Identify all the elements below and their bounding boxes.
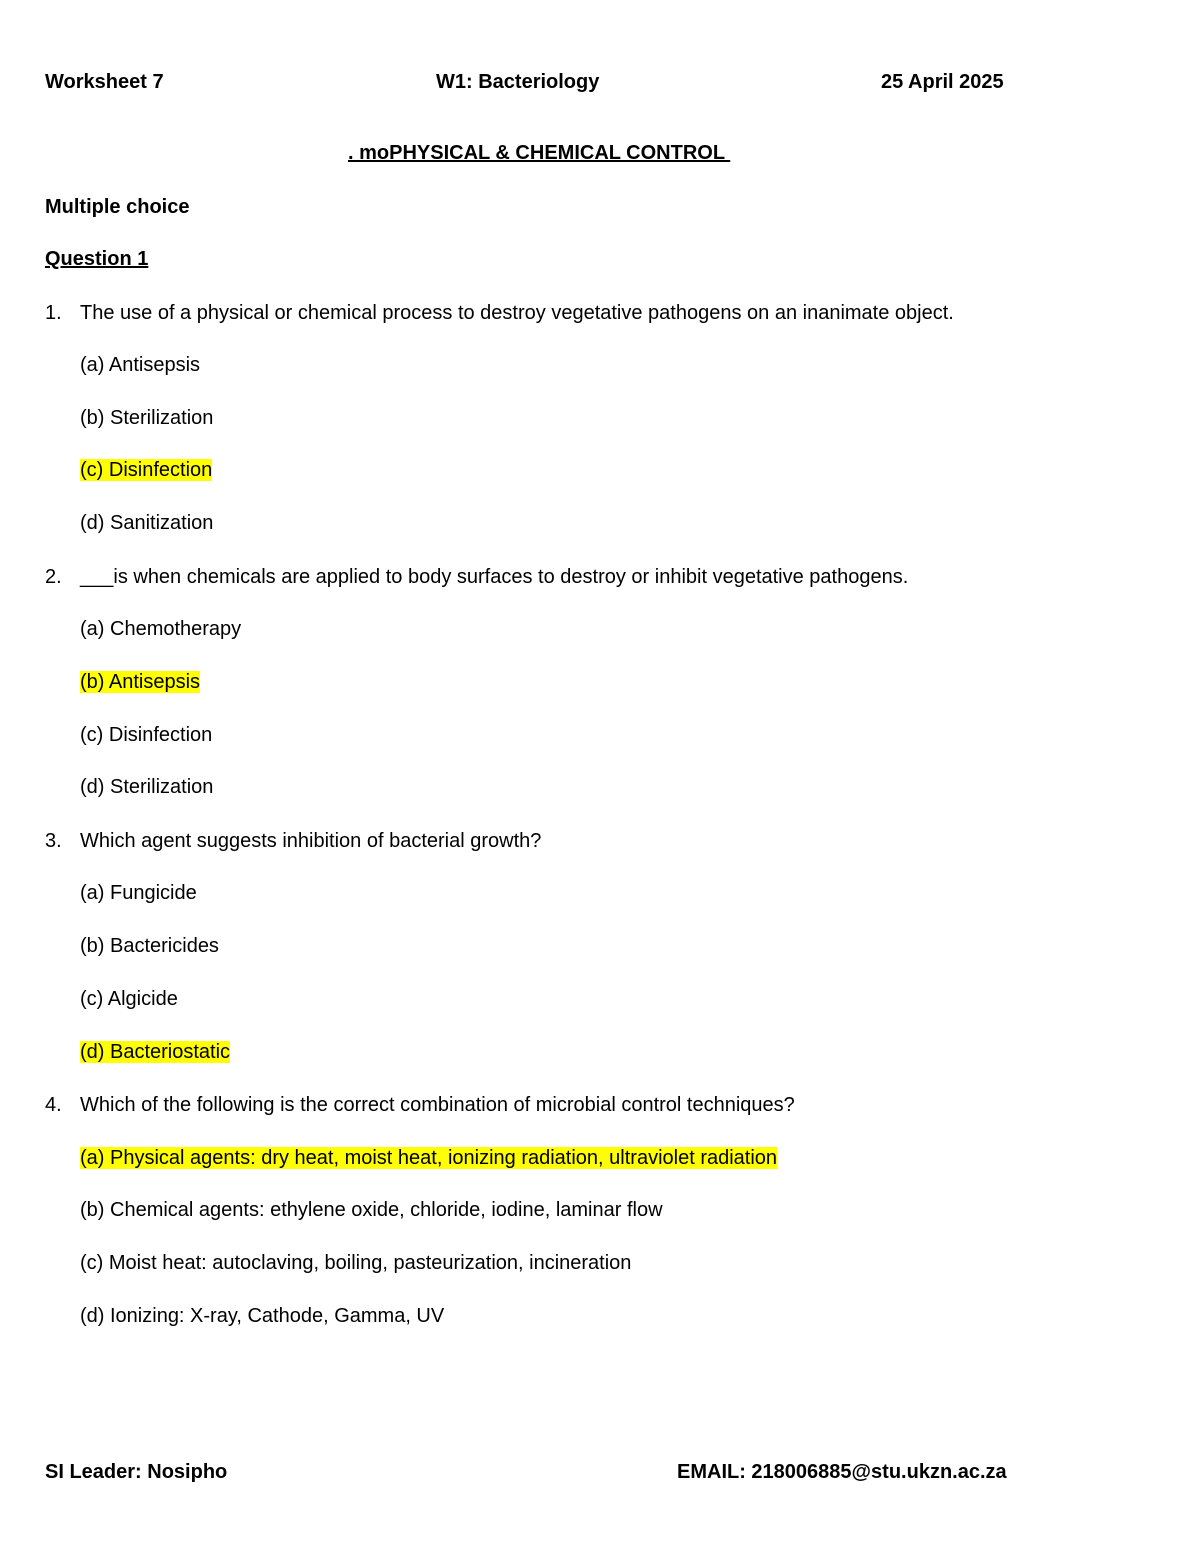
option-text: (d) Sterilization [80,776,214,798]
answer-option [80,988,178,1011]
question-text: The use of a physical or chemical process to destroy vegetative pathogens on an inanimate object. [80,302,954,324]
option-text: (c) Moist heat: autoclaving, boiling, pasteurization, incineration [80,1252,632,1274]
answer-option [80,1199,663,1222]
option-text: (b) Sterilization [80,407,214,429]
question-number: 2. [45,566,62,588]
answer-option-highlighted [80,671,200,694]
answer-option [80,512,213,535]
answer-option-highlighted [80,1041,230,1064]
footer-email: EMAIL: 218006885@stu.ukzn.ac.za [677,1461,1007,1483]
option-text: (b) Chemical agents: ethylene oxide, chloride, iodine, laminar flow [80,1199,663,1221]
question-text: Which of the following is the correct combination of microbial control techniques? [80,1094,795,1116]
answer-option-highlighted [80,459,212,482]
option-text: (c) Algicide [80,988,178,1010]
option-text: (c) Disinfection [80,459,213,481]
answer-option [80,354,200,377]
option-text: (d) Bacteriostatic [80,1041,231,1063]
option-text: (c) Disinfection [80,724,213,746]
answer-option [80,407,213,430]
answer-option [80,618,241,641]
question-group-label: Question 1 [45,248,149,270]
question-text: Which agent suggests inhibition of bacterial growth? [80,830,542,852]
answer-option [80,724,212,747]
option-text: (b) Antisepsis [80,671,201,693]
answer-option [80,1252,631,1275]
option-text: (a) Antisepsis [80,354,201,376]
answer-option [80,882,197,905]
question-text: ___is when chemicals are applied to body surfaces to destroy or inhibit vegetative pathogens. [80,566,909,588]
question-number: 1. [45,302,62,324]
section-label: Multiple choice [45,196,190,218]
answer-option [80,776,213,799]
option-text: (d) Ionizing: X-ray, Cathode, Gamma, UV [80,1305,445,1327]
question-number: 3. [45,830,62,852]
option-text: (b) Bactericides [80,935,219,957]
option-text: (a) Fungicide [80,882,197,904]
footer-si-leader: SI Leader: Nosipho [45,1461,228,1483]
answer-option [80,1305,444,1328]
option-text: (a) Physical agents: dry heat, moist heat, ionizing radiation, ultraviolet radiation [80,1147,778,1169]
option-text: (d) Sanitization [80,512,214,534]
option-text: (a) Chemotherapy [80,618,242,640]
answer-option [80,935,219,958]
page-title: . moPHYSICAL & CHEMICAL CONTROL [348,142,731,164]
answer-option-highlighted [80,1147,777,1170]
header-worksheet-number: Worksheet 7 [45,71,164,93]
question-number: 4. [45,1094,62,1116]
header-module-title: W1: Bacteriology [436,71,600,93]
header-date: 25 April 2025 [881,71,1004,93]
